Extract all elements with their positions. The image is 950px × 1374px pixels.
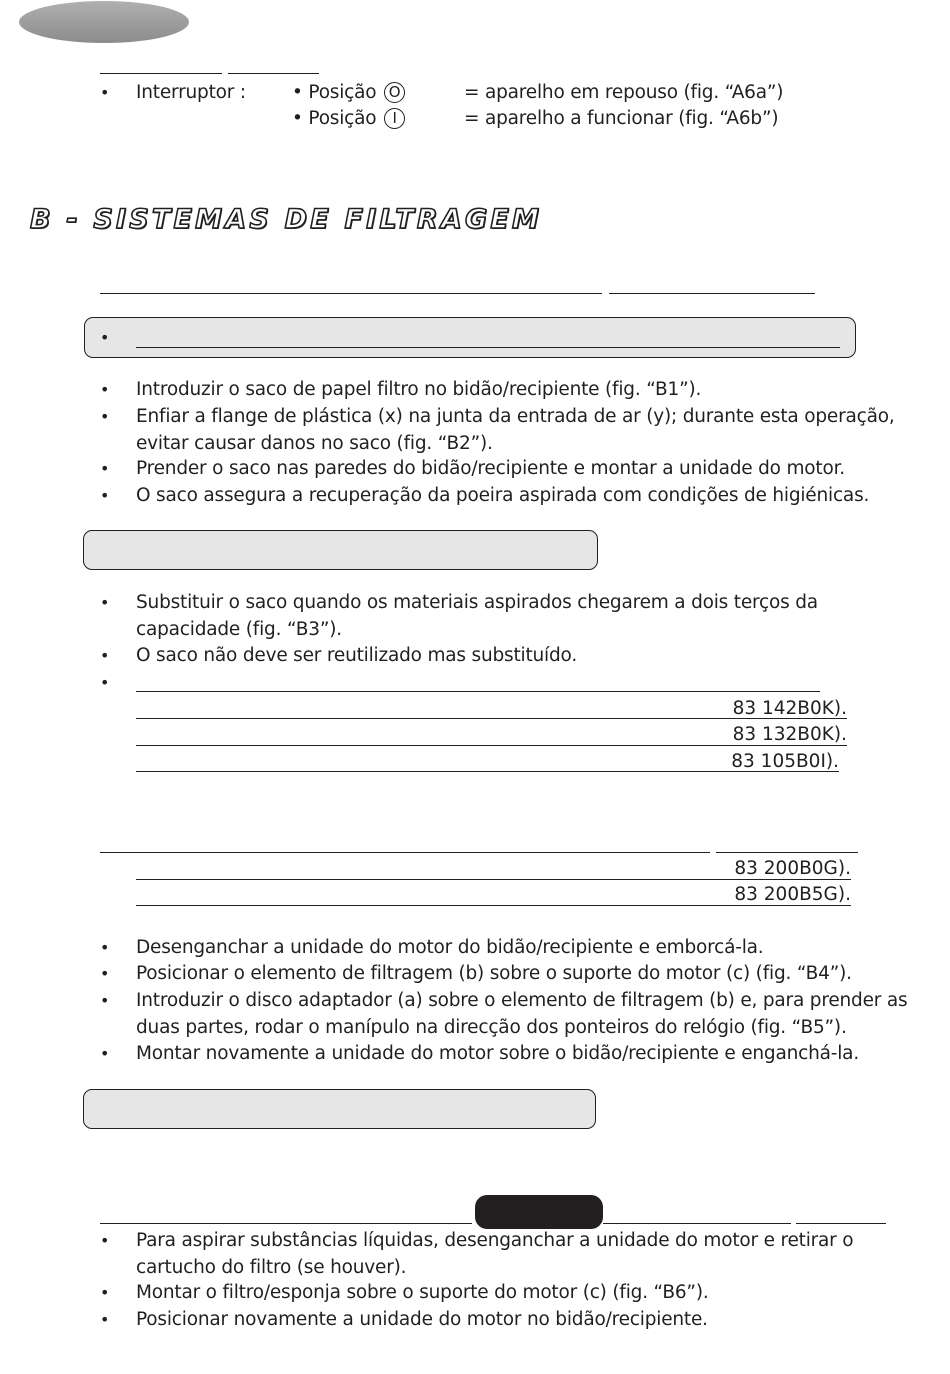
rule <box>136 879 851 880</box>
rule <box>136 718 847 719</box>
bag-code: 83 105B0I). <box>731 751 839 772</box>
filter-code: 83 200B5G). <box>734 884 851 905</box>
rule <box>136 771 839 772</box>
bullet: • <box>100 486 110 505</box>
replace-step: O saco não deve ser reutilizado mas substituído. <box>136 645 578 666</box>
liquid-step: Montar o filtro/esponja sobre o suporte do motor (c) (fig. “B6”). <box>136 1282 709 1303</box>
warning-pill <box>475 1195 603 1229</box>
bullet: • <box>100 593 110 612</box>
replace-step: Substituir o saco quando os materiais aspirados chegarem a dois terços da capacidade (fig. “B3”). <box>136 592 818 640</box>
filter-step: Desenganchar a unidade do motor do bidão/recipiente e emborcá-la. <box>136 937 764 958</box>
bullet: • <box>100 938 110 957</box>
bag-step: O saco assegura a recuperação da poeira aspirada com condições de higiénicas. <box>136 485 870 506</box>
bullet: • <box>100 1283 110 1302</box>
rule <box>100 852 710 853</box>
position-label: • Posição <box>292 82 377 103</box>
bag-step: Enfiar a flange de plástica (x) na junta da entrada de ar (y); durante esta operação, evitar causar danos no saco (fig. “B2”). <box>136 406 895 454</box>
bag-code: 83 132B0K). <box>732 724 847 745</box>
rule <box>136 905 851 906</box>
filter-code: 83 200B0G). <box>734 858 851 879</box>
filter-step: Posicionar o elemento de filtragem (b) sobre o suporte do motor (c) (fig. “B4”). <box>136 963 852 984</box>
section-title: B - SISTEMAS DE FILTRAGEM <box>30 204 543 235</box>
rule <box>100 1223 472 1224</box>
rule <box>100 293 602 294</box>
bag-step: Introduzir o saco de papel filtro no bidão/recipiente (fig. “B1”). <box>136 379 702 400</box>
liquid-step: Posicionar novamente a unidade do motor no bidão/recipiente. <box>136 1309 708 1330</box>
rule <box>136 691 820 692</box>
bag-step: Prender o saco nas paredes do bidão/recipiente e montar a unidade do motor. <box>136 458 845 479</box>
position-off <box>292 80 405 107</box>
position-off-desc: = aparelho em repouso (fig. “A6a”) <box>464 82 784 103</box>
position-on <box>292 106 405 133</box>
bullet: • <box>100 991 110 1010</box>
rule <box>100 73 222 74</box>
bullet: • <box>100 407 110 426</box>
off-symbol-icon: O <box>384 82 405 103</box>
bullet: • <box>100 83 110 102</box>
filter-step: Introduzir o disco adaptador (a) sobre o elemento de filtragem (b) e, para prender as duas partes, rodar o manípulo na direcção dos ponteiros do relógio (fig. “B5”). <box>136 990 908 1038</box>
position-on-desc: = aparelho a funcionar (fig. “A6b”) <box>464 108 779 129</box>
interrupt-label: Interruptor : <box>136 82 246 103</box>
on-symbol-icon: I <box>384 108 405 129</box>
rule <box>603 1223 791 1224</box>
paper-bag-heading-box <box>84 317 856 358</box>
bullet: • <box>100 459 110 478</box>
filter-step: Montar novamente a unidade do motor sobre o bidão/recipiente e enganchá-la. <box>136 1043 860 1064</box>
bullet: • <box>100 673 110 692</box>
bullet: • <box>100 646 110 665</box>
bullet: • <box>100 1310 110 1329</box>
liquid-step: Para aspirar substâncias líquidas, desenganchar a unidade do motor e retirar o cartucho do filtro (se houver). <box>136 1230 854 1278</box>
bullet: • <box>100 328 110 347</box>
position-label: • Posição <box>292 108 377 129</box>
replace-heading-box <box>83 530 598 570</box>
rule <box>136 745 847 746</box>
rule <box>716 852 858 853</box>
rule <box>796 1223 886 1224</box>
bullet: • <box>100 1044 110 1063</box>
bullet: • <box>100 964 110 983</box>
bag-code: 83 142B0K). <box>732 698 847 719</box>
rule <box>228 73 319 74</box>
bullet: • <box>100 1231 110 1250</box>
rule <box>609 293 815 294</box>
liquids-heading-box <box>83 1089 596 1129</box>
bullet: • <box>100 380 110 399</box>
language-tab <box>18 0 193 46</box>
rule <box>136 347 840 348</box>
